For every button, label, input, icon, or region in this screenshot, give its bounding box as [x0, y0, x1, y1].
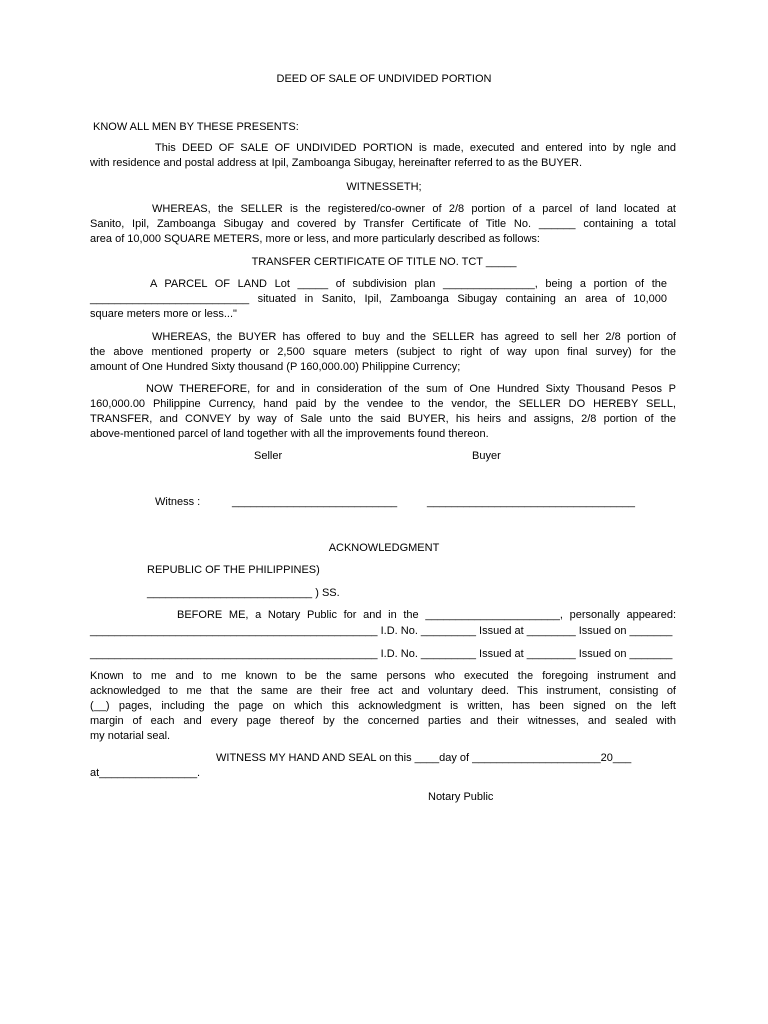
witness-label: Witness :	[155, 496, 201, 508]
republic-line: REPUBLIC OF THE PHILIPPINES)	[147, 564, 320, 576]
paragraph-line: This DEED OF SALE OF UNDIVIDED PORTION is made, executed and entered into by ngle and	[155, 142, 676, 154]
intro-line: KNOW ALL MEN BY THESE PRESENTS:	[93, 121, 299, 133]
acknowledgment-heading: ACKNOWLEDGMENT	[328, 542, 440, 554]
paragraph-line: the above mentioned property or 2,500 square meters (subject to right of way upon final survey) for the	[90, 346, 676, 358]
paragraph-line: above-mentioned parcel of land together with all the improvements found thereon.	[90, 428, 489, 440]
paragraph-line: WHEREAS, the SELLER is the registered/co-owner of 2/8 portion of a parcel of land located at	[152, 203, 676, 215]
seller-label: Seller	[254, 450, 283, 462]
paragraph-line: NOW THEREFORE, for and in consideration of the sum of One Hundred Sixty Thousand Pesos P	[146, 383, 676, 395]
paragraph-line: my notarial seal.	[90, 730, 171, 742]
paragraph-line: 160,000.00 Philippine Currency, hand paid by the vendee to the vendor, the SELLER DO HEREBY SELL,	[90, 398, 676, 410]
paragraph-line: __________________________ situated in Sanito, Ipil, Zamboanga Sibugay containing an area of 10,000	[90, 293, 667, 305]
paragraph-line: A PARCEL OF LAND Lot _____ of subdivision plan _______________, being a portion of the	[150, 278, 667, 290]
buyer-label: Buyer	[472, 450, 501, 462]
witness-line-1: ___________________________	[232, 496, 398, 508]
paragraph-line: (__) pages, including the page on which this acknowledgment is written, has been signed on the left	[90, 700, 676, 712]
id-row: _______________________________________________ I.D. No. _________ Issued at ________ Issued on _______	[90, 625, 673, 637]
document-title: DEED OF SALE OF UNDIVIDED PORTION	[276, 73, 492, 85]
paragraph-line: WHEREAS, the BUYER has offered to buy and the SELLER has agreed to sell her 2/8 portion of	[152, 331, 676, 343]
witness-line-2: __________________________________	[427, 496, 636, 508]
paragraph-line: square meters more or less..."	[90, 308, 237, 320]
id-row: _______________________________________________ I.D. No. _________ Issued at ________ Issued on _______	[90, 648, 673, 660]
paragraph-line: TRANSFER, and CONVEY by way of Sale unto the said BUYER, his heirs and assigns, 2/8 portion of the	[90, 413, 676, 425]
paragraph-line: amount of One Hundred Sixty thousand (P 160,000.00) Philippine Currency;	[90, 361, 461, 373]
before-me-line: BEFORE ME, a Notary Public for and in the ______________________, personally appeared:	[177, 609, 676, 621]
at-line: at________________.	[90, 767, 201, 779]
paragraph-line: area of 10,000 SQUARE METERS, more or less, and more particularly described as follows:	[90, 233, 540, 245]
ss-line: ___________________________ ) SS.	[147, 587, 340, 599]
witness-hand-line: WITNESS MY HAND AND SEAL on this ____day of _____________________20___	[216, 752, 632, 764]
paragraph-line: Sanito, Ipil, Zamboanga Sibugay and covered by Transfer Certificate of Title No. ______ containing a total	[90, 218, 676, 230]
paragraph-line: margin of each and every page thereof by the concerned parties and their witnesses, and sealed with	[90, 715, 676, 727]
paragraph-line: Known to me and to me known to be the same persons who executed the foregoing instrument and	[90, 670, 676, 682]
witnesseth-heading: WITNESSETH;	[346, 181, 422, 193]
tct-heading: TRANSFER CERTIFICATE OF TITLE NO. TCT _____	[251, 256, 517, 268]
notary-public-label: Notary Public	[428, 791, 494, 803]
paragraph-line: acknowledged to me that the same are their free act and voluntary deed. This instrument, consisting of	[90, 685, 676, 697]
paragraph-line: with residence and postal address at Ipil, Zamboanga Sibugay, hereinafter referred to as the BUYER.	[90, 157, 583, 169]
